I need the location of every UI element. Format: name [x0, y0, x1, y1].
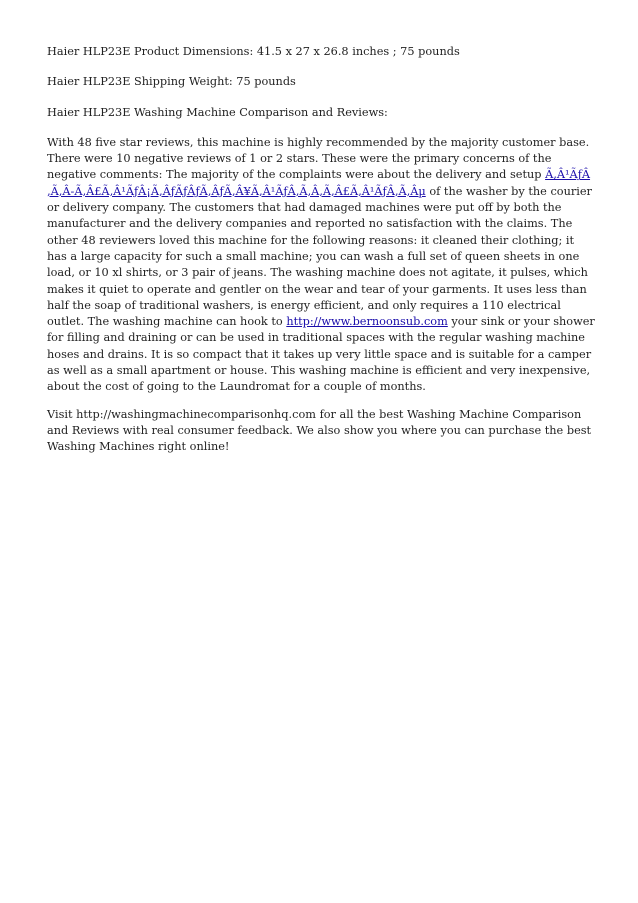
- review-text-part1: With 48 five star reviews, this machine is highly recommended by the majority customer base. There were 10 negative reviews of 1 or 2 stars. These were the primary concerns of the negative comments: The majority of the complaints were about the delivery and setup: [47, 135, 590, 182]
- bernoonsub-link[interactable]: http://www.bernoonsub.com: [286, 315, 448, 329]
- review-text-part3: your sink or your shower for filling and draining or can be used in traditional spaces with the regular washing machine hoses and drains. It is so compact that it takes up very little space and is suitable for a camper as well as a small apartment or house. This washing machine is efficient and very inexpensive, about the cost of going to the Laundromat for a couple of months.: [47, 315, 595, 394]
- product-dimensions: Haier HLP23E Product Dimensions: 41.5 x 27 x 26.8 inches ; 75 pounds: [47, 45, 460, 58]
- garbled-link[interactable]: Ã‚Â¹ÃƒÂ‚Ã‚Â-Ã‚Â£Ã‚Â¹ÃƒÂ¡Ã‚ÂƒÃƒÂƒÃ‚ÂƒÃ‚Â¥Ã‚Â¹ÃƒÂ‚Ã‚Â‚Ã‚Â£Ã‚Â¹ÃƒÂ‚Ã‚Âµ: [47, 168, 591, 198]
- closing-paragraph: Visit http://washingmachinecomparisonhq.com for all the best Washing Machine Comparison and Reviews with real consumer feedback. We also show you where you can purchase the best Washing Machines right online!: [47, 407, 592, 454]
- review-text-part2: of the washer by the courier or delivery company. The customers that had damaged machines were put off by both the manufacturer and the delivery companies and reported no satisfaction with the claims. The other 48 reviewers loved this machine for the following reasons: it cleaned their clothing; it has a large capacity for such a small machine; you can wash a full set of queen sheets in one load, or 10 xl shirts, or 3 pair of jeans. The washing machine does not agitate, it pulses, which makes it quiet to operate and gentler on the wear and tear of your garments. It uses less than half the soap of traditional washers, is energy efficient, and only requires a 110 electrical outlet. The washing machine can hook to: [47, 184, 592, 329]
- document-page: [47, 44, 595, 467]
- section-heading: Haier HLP23E Washing Machine Comparison and Reviews:: [47, 105, 388, 119]
- review-paragraph: [47, 135, 595, 396]
- shipping-weight: Haier HLP23E Shipping Weight: 75 pounds: [47, 75, 296, 89]
